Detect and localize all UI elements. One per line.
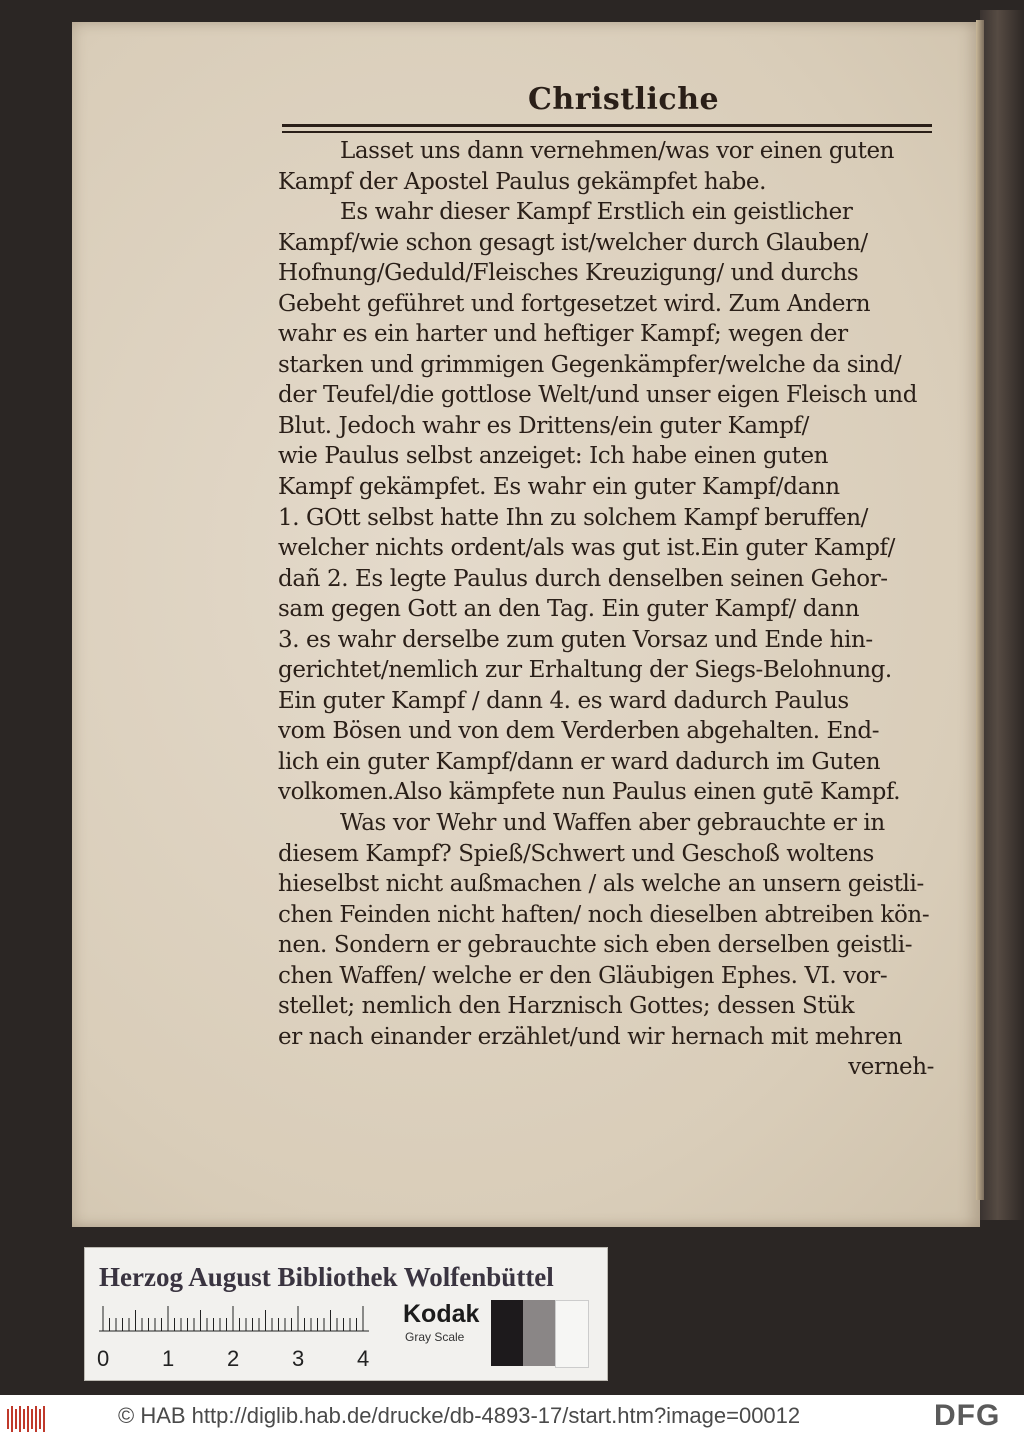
text-line: welcher nichts ordent/als was gut ist.Ein guter Kampf/ [278, 535, 896, 562]
ruler-digit: 0 [97, 1346, 110, 1371]
ruler-ticks [99, 1306, 369, 1332]
library-name: Herzog August Bibliothek Wolfenbüttel [99, 1262, 554, 1292]
text-line: der Teufel/die gottlose Welt/und unser eigen Fleisch und [278, 382, 918, 409]
ruler-digit: 3 [292, 1346, 305, 1371]
copyright-link[interactable]: © HAB http://diglib.hab.de/drucke/db-4893-17/start.htm?image=00012 [118, 1403, 801, 1428]
text-line: diesem Kampf? Spieß/Schwert und Geschoß woltens [278, 840, 874, 867]
text-line: volkomen.Also kämpfete nun Paulus einen gutē Kampf. [278, 779, 901, 806]
gray-patch-dark [491, 1300, 523, 1366]
kodak-brand: Kodak [403, 1300, 480, 1328]
page-edge [976, 20, 984, 1200]
body-text [278, 136, 934, 1083]
text-line: stellet; nemlich den Harznisch Gottes; dessen Stük [278, 993, 855, 1020]
running-header: Christliche [528, 82, 720, 117]
text-line: sam gegen Gott an den Tag. Ein guter Kampf/ dann [278, 596, 860, 623]
text-line: Ein guter Kampf / dann 4. es ward dadurch Paulus [278, 687, 849, 714]
text-line: er nach einander erzählet/und wir hernach mit mehren [278, 1023, 903, 1050]
gray-patch-mid [523, 1300, 555, 1366]
header-rule-thin [282, 131, 932, 133]
text-line: lich ein guter Kampf/dann er ward dadurch im Guten [278, 748, 881, 775]
kodak-subtitle: Gray Scale [405, 1330, 465, 1344]
text-line: nen. Sondern er gebrauchte sich eben derselben geistli- [278, 932, 913, 959]
text-line: starken und grimmigen Gegenkämpfer/welche da sind/ [278, 351, 902, 378]
text-line: vom Bösen und von dem Verderben abgehalten. End- [278, 718, 880, 745]
book-binding [980, 10, 1024, 1220]
text-line: chen Waffen/ welche er den Gläubigen Ephes. VI. vor- [278, 962, 888, 989]
text-line: hieselbst nicht außmachen / als welche an unsern geistli- [278, 871, 924, 898]
dfg-logo: DFG [934, 1399, 1001, 1432]
ruler-digit: 1 [162, 1346, 175, 1371]
text-line: 3. es wahr derselbe zum guten Vorsaz und Ende hin- [278, 626, 873, 653]
text-line: Lasset uns dann vernehmen/was vor einen guten [340, 138, 895, 164]
text-line: Kampf der Apostel Paulus gekämpfet habe. [278, 168, 767, 195]
text-line: Blut. Jedoch wahr es Drittens/ein guter Kampf/ [278, 412, 809, 439]
text-line: wie Paulus selbst anzeiget: Ich habe einen guten [278, 443, 829, 470]
text-line: dañ 2. Es legte Paulus durch denselben seinen Gehor- [278, 565, 888, 592]
footer-bar [0, 1395, 1024, 1441]
ruler-digit: 4 [357, 1346, 370, 1371]
header-rule-thick [282, 124, 932, 127]
text-line: chen Feinden nicht haften/ noch dieselben abtreiben kön- [278, 901, 930, 928]
text-line: wahr es ein harter und heftiger Kampf; wegen der [278, 321, 848, 348]
text-line: Es wahr dieser Kampf Erstlich ein geistlicher [340, 199, 853, 226]
text-line: Gebeht geführet und fortgesetzet wird. Zum Andern [278, 290, 871, 317]
ruler-digit: 2 [227, 1346, 240, 1371]
catchword: verneh- [848, 1054, 934, 1081]
text-line: Hofnung/Geduld/Fleisches Kreuzigung/ und durchs [278, 260, 859, 287]
text-line: Kampf/wie schon gesagt ist/welcher durch Glauben/ [278, 229, 868, 256]
color-target-card [84, 1247, 608, 1381]
gray-patch-light [555, 1300, 589, 1368]
hab-barcode-icon [6, 1403, 46, 1435]
text-line: Was vor Wehr und Waffen aber gebrauchte er in [340, 810, 885, 837]
text-line: gerichtet/nemlich zur Erhaltung der Siegs-Belohnung. [278, 657, 892, 684]
text-line: Kampf gekämpfet. Es wahr ein guter Kampf/dann [278, 474, 840, 501]
text-line: 1. GOtt selbst hatte Ihn zu solchem Kampf beruffen/ [278, 504, 868, 531]
